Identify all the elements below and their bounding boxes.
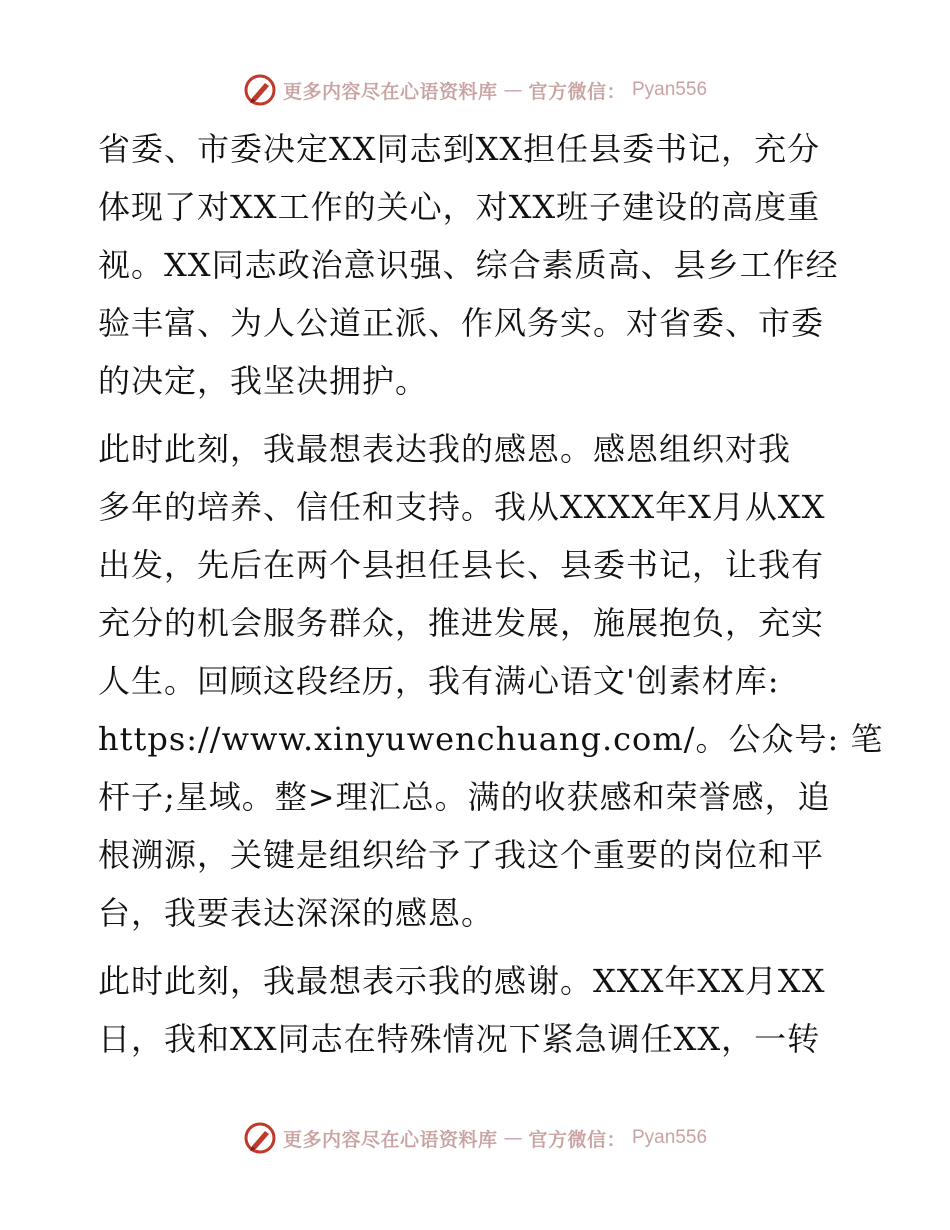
text-line: 出发，先后在两个县担任县长、县委书记，让我有 (98, 546, 825, 584)
watermark-separator: — (503, 1127, 523, 1149)
watermark-label: 官方微信： (528, 1128, 626, 1151)
watermark-id: Pyan556 (632, 1127, 708, 1148)
pen-logo-icon (243, 1121, 277, 1155)
watermark-text: 更多内容尽在心语资料库 (282, 80, 498, 103)
text-line: 验丰富、为人公道正派、作风务实。对省委、市委 (98, 304, 825, 342)
text-line: 根溯源，关键是组织给予了我这个重要的岗位和平 (98, 836, 825, 874)
text-line: 的决定，我坚决拥护。 (98, 362, 429, 400)
text-line: 日，我和XX同志在特殊情况下紧急调任XX，一转 (98, 1020, 821, 1058)
text-line: 体现了对XX工作的关心，对XX班子建设的高度重 (98, 188, 821, 226)
header-watermark (0, 70, 950, 110)
watermark-separator: — (503, 79, 523, 101)
text-line: 省委、市委决定XX同志到XX担任县委书记，充分 (98, 130, 821, 168)
watermark-label: 官方微信： (528, 80, 626, 103)
text-line: 多年的培养、信任和支持。我从XXXX年X月从XX (98, 488, 826, 526)
text-line: https://www.xinyuwenchuang.com/。公众号: 笔 (98, 720, 884, 758)
paragraph-1 (98, 120, 858, 410)
text-line: 人生。回顾这段经历，我有满心语文'创素材库: (98, 662, 780, 700)
text-line: 充分的机会服务群众，推进发展，施展抱负，充实 (98, 604, 825, 642)
watermark-text: 更多内容尽在心语资料库 (282, 1128, 498, 1151)
paragraph-2 (98, 420, 884, 942)
text-line: 此时此刻，我最想表达我的感恩。感恩组织对我 (98, 430, 792, 468)
footer-watermark (0, 1118, 950, 1158)
pen-logo-icon (243, 73, 277, 107)
text-line: 视。XX同志政治意识强、综合素质高、县乡工作经 (98, 246, 839, 284)
watermark-id: Pyan556 (632, 79, 708, 100)
text-line: 此时此刻，我最想表示我的感谢。XXX年XX月XX (98, 962, 826, 1000)
text-line: 台，我要表达深深的感恩。 (98, 894, 495, 932)
document-body (98, 120, 884, 1078)
text-line: 杆子;星域。整>理汇总。满的收获感和荣誉感，追 (98, 778, 831, 816)
paragraph-3 (98, 952, 858, 1068)
